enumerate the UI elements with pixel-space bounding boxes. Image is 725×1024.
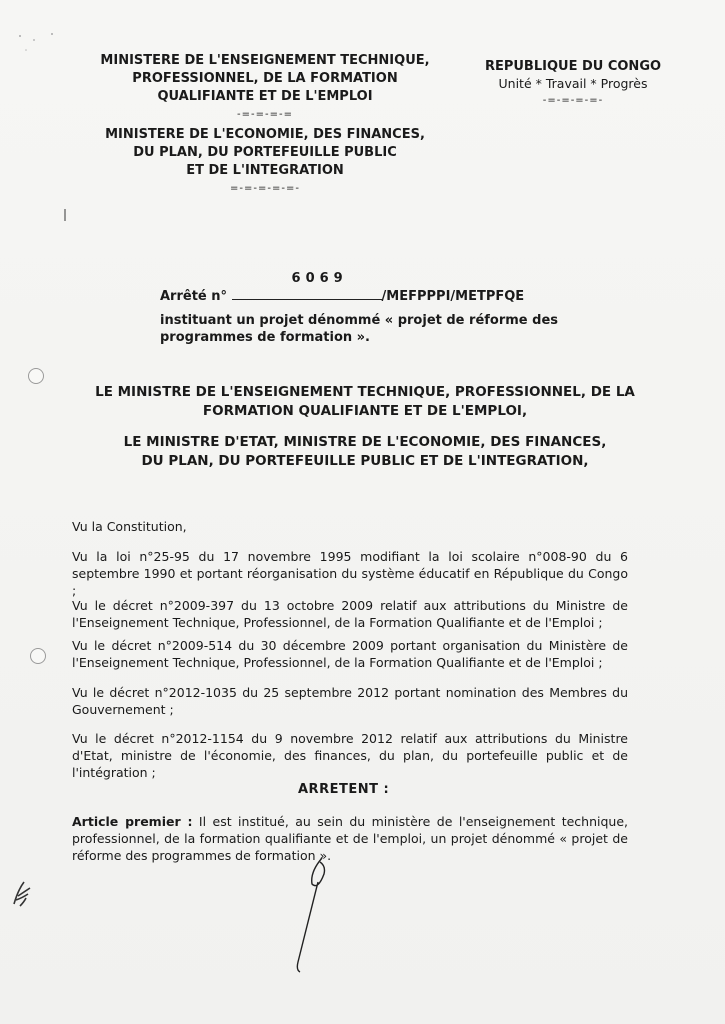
minister2-line2: DU PLAN, DU PORTEFEUILLE PUBLIC ET DE L'INTEGRATION,: [141, 453, 589, 469]
minister2-line1: LE MINISTRE D'ETAT, MINISTRE DE L'ECONOMIE, DES FINANCES,: [123, 434, 607, 450]
header-ministries: [75, 52, 455, 198]
ministry2-line3: ET DE L'INTEGRATION: [186, 163, 344, 178]
header-republic: [468, 58, 678, 109]
article-label: Article premier :: [72, 814, 193, 829]
minister1-line1: LE MINISTRE DE L'ENSEIGNEMENT TECHNIQUE, PROFESSIONNEL, DE LA: [95, 384, 635, 400]
visa-item: Vu le décret n°2009-397 du 13 octobre 2009 relatif aux attributions du Ministre de l'Enseignement Technique, Professionnel, de la Formation Qualifiante et de l'Emploi ;: [72, 598, 628, 630]
visa-item: Vu la Constitution,: [72, 519, 187, 534]
visa-item: Vu le décret n°2012-1035 du 25 septembre 2012 portant nomination des Membres du Gouvernement ;: [72, 685, 628, 717]
separator-2: =-=-=-=-=-: [230, 183, 300, 194]
visa-item: Vu la loi n°25-95 du 17 novembre 1995 modifiant la loi scolaire n°008-90 du 6 septembre 1990 et portant réorganisation du système éducatif en République du Congo ;: [72, 549, 628, 598]
minister1-line2: FORMATION QUALIFIANTE ET DE L'EMPLOI,: [202, 403, 528, 419]
visa-item: Vu le décret n°2012-1154 du 9 novembre 2012 relatif aux attributions du Ministre d'Etat, ministre de l'économie, des finances, du plan, du portefeuille public et de l'intégration ;: [72, 731, 628, 780]
ministry2-line2: DU PLAN, DU PORTEFEUILLE PUBLIC: [133, 145, 397, 160]
minister1-title: [70, 383, 660, 421]
country-name: REPUBLIQUE DU CONGO: [484, 59, 662, 74]
signature-stroke: [280, 852, 350, 977]
binder-hole-top: [28, 368, 44, 384]
article-premier: [72, 813, 628, 864]
ministry1-line1: MINISTERE DE L'ENSEIGNEMENT TECHNIQUE,: [100, 53, 430, 68]
decree-reference: [160, 271, 525, 304]
decree-number-blank: [232, 271, 382, 300]
separator-right: -=-=-=-=-: [542, 95, 604, 106]
ministry1-line3: QUALIFIANTE ET DE L'EMPLOI: [157, 89, 373, 104]
country-motto: Unité * Travail * Progrès: [498, 76, 648, 91]
arretent-heading: ARRETENT :: [298, 782, 390, 797]
ministry2-line1: MINISTERE DE L'ECONOMIE, DES FINANCES,: [105, 127, 425, 142]
decree-subject: instituant un projet dénommé « projet de réforme des programmes de formation ».: [160, 313, 559, 345]
separator-1: -=-=-=-=: [237, 109, 293, 120]
minister2-title: [70, 433, 660, 471]
ministry1-line2: PROFESSIONNEL, DE LA FORMATION: [132, 71, 398, 86]
article-text: Il est institué, au sein du ministère de l'enseignement technique, professionnel, de la formation qualifiante et de l'emploi, un projet dénommé « projet de réforme des programmes de formation ».: [72, 814, 628, 863]
binder-hole-bottom: [30, 648, 46, 664]
decree-suffix: /MEFPPPI/METPFQE: [381, 289, 525, 304]
scan-speckle: [14, 30, 64, 60]
visa-item: Vu le décret n°2009-514 du 30 décembre 2009 portant organisation du Ministère de l'Enseignement Technique, Professionnel, de la Formation Qualifiante et de l'Emploi ;: [72, 638, 628, 670]
decree-number: 6069: [291, 271, 348, 286]
initials-mark: [8, 878, 38, 910]
margin-tick: [62, 208, 68, 222]
decree-prefix: Arrêté n°: [160, 289, 228, 304]
